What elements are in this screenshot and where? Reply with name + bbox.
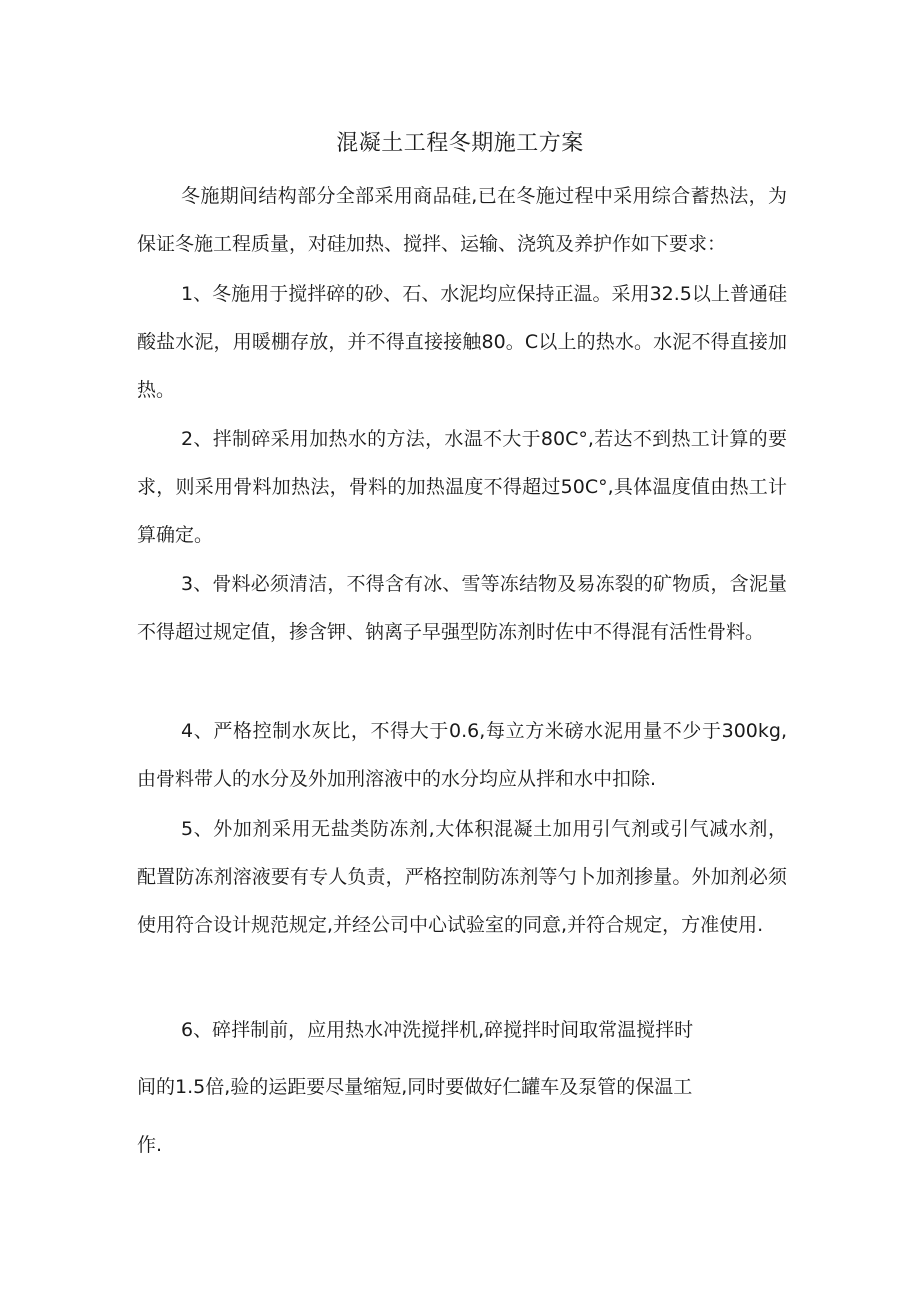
paragraph-item-1: 1、冬施用于搅拌碎的砂、石、水泥均应保持正温。采用32.5以上普通硅酸盐水泥，用暖棚存放，并不得直接接触80。C以上的热水。水泥不得直接加热。 <box>137 283 787 402</box>
paragraph-intro: 冬施期间结构部分全部采用商品硅,已在冬施过程中采用综合蓄热法，为保证冬施工程质量，对硅加热、搅拌、运输、浇筑及养护作如下要求： <box>137 185 787 256</box>
paragraph-item-4: 4、严格控制水灰比，不得大于0.6,每立方米磅水泥用量不少于300kg,由骨料带人的水分及外加刑溶液中的水分均应从拌和水中扣除. <box>137 720 787 791</box>
paragraph-item-5: 5、外加剂采用无盐类防冻剂,大体积混凝土加用引气剂或引气减水剂，配置防冻剂溶液要有专人负责，严格控制防冻剂等勺卜加剂掺量。外加剂必须使用符合设计规范规定,并经公司中心试验室的同意,并符合规定，方准使用. <box>137 818 787 937</box>
paragraph-item-2: 2、拌制碎采用加热水的方法，水温不大于80C°,若达不到热工计算的要求，则采用骨料加热法，骨料的加热温度不得超过50C°,具体温度值由热工计算确定。 <box>137 428 787 547</box>
paragraph-item-6-line-1: 6、碎拌制前，应用热水冲洗搅拌机,碎搅拌时间取常温搅拌时 <box>181 1019 694 1041</box>
paragraph-item-3: 3、骨料必须清洁，不得含有冰、雪等冻结物及易冻裂的矿物质，含泥量不得超过规定值，掺含钾、钠离子早强型防冻剂时佐中不得混有活性骨料。 <box>137 573 787 644</box>
document-title: 混凝土工程冬期施工方案 <box>336 131 584 156</box>
paragraph-item-6-line-3: 作. <box>137 1134 163 1156</box>
paragraph-item-6-line-2: 间的1.5倍,验的运距要尽量缩短,同时要做好仁罐车及泵管的保温工 <box>137 1076 693 1098</box>
